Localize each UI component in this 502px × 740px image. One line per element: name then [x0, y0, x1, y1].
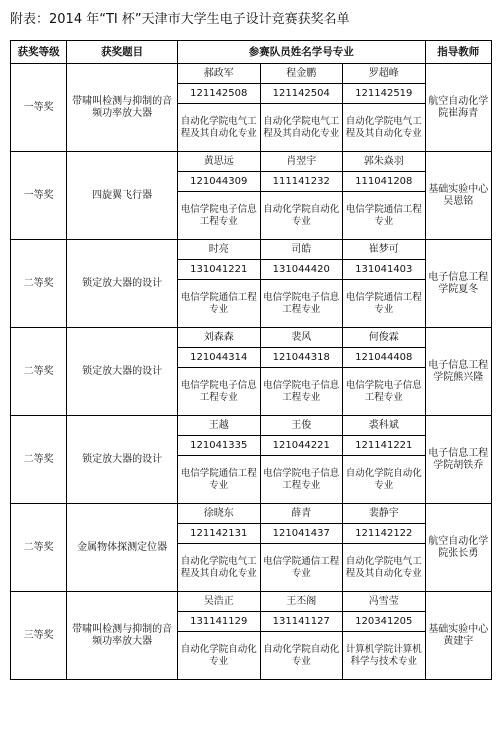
member-id: 131141127: [260, 612, 343, 632]
team-row: [11, 240, 492, 260]
member-id: 121142519: [343, 84, 426, 104]
member-id: 120341205: [343, 612, 426, 632]
award-topic: 锁定放大器的设计: [67, 328, 178, 416]
page-title: 附表：2014 年“TI 杯”天津市大学生电子设计竞赛获奖名单: [10, 12, 350, 27]
member-name: 裴风: [260, 328, 343, 348]
member-major: 自动化学院自动化专业: [178, 632, 261, 680]
header-row: [11, 41, 492, 64]
member-id: 121041335: [178, 436, 261, 456]
member-name: 郝政军: [178, 64, 261, 84]
member-name: 裘科斌: [343, 416, 426, 436]
team-row: [11, 504, 492, 524]
member-id: 111141232: [260, 172, 343, 192]
member-name: 司皓: [260, 240, 343, 260]
award-level: 一等奖: [11, 152, 67, 240]
member-name: 程金鹏: [260, 64, 343, 84]
member-id: 121044408: [343, 348, 426, 368]
member-id: 121142504: [260, 84, 343, 104]
member-major: 自动化学院自动化专业: [343, 456, 426, 504]
header-topic: 获奖题目: [67, 41, 178, 64]
header-teacher: 指导教师: [425, 41, 491, 64]
member-major: 电信学院电子信息工程专业: [343, 368, 426, 416]
member-name: 崔梦可: [343, 240, 426, 260]
member-name: 薛青: [260, 504, 343, 524]
member-id: 121141221: [343, 436, 426, 456]
team-row: [11, 592, 492, 612]
member-major: 自动化学院电气工程及其自动化专业: [260, 104, 343, 152]
award-level: 三等奖: [11, 592, 67, 680]
award-table: [10, 40, 492, 680]
member-id: 131041403: [343, 260, 426, 280]
member-name: 罗超峰: [343, 64, 426, 84]
member-major: 电信学院电子信息工程专业: [260, 456, 343, 504]
advisor: 航空自动化学院崔海青: [425, 64, 491, 152]
member-id: 121142131: [178, 524, 261, 544]
member-id: 121044221: [260, 436, 343, 456]
member-major: 自动化学院电气工程及其自动化专业: [343, 544, 426, 592]
member-major: 自动化学院自动化专业: [260, 632, 343, 680]
advisor: 基础实验中心吴恩铭: [425, 152, 491, 240]
member-major: 电信学院通信工程专业: [260, 544, 343, 592]
award-topic: 锁定放大器的设计: [67, 416, 178, 504]
member-id: 121142122: [343, 524, 426, 544]
member-id: 121044314: [178, 348, 261, 368]
award-level: 二等奖: [11, 240, 67, 328]
member-major: 自动化学院电气工程及其自动化专业: [178, 104, 261, 152]
member-name: 郭朱焱羽: [343, 152, 426, 172]
member-major: 电信学院电子信息工程专业: [178, 192, 261, 240]
table-body: [11, 64, 492, 680]
member-name: 王越: [178, 416, 261, 436]
team-row: [11, 64, 492, 84]
advisor: 基础实验中心黄建宇: [425, 592, 491, 680]
member-name: 何俊霖: [343, 328, 426, 348]
advisor: 电子信息工程学院夏冬: [425, 240, 491, 328]
member-major: 自动化学院电气工程及其自动化专业: [178, 544, 261, 592]
member-major: 电信学院通信工程专业: [178, 456, 261, 504]
member-major: 电信学院电子信息工程专业: [260, 368, 343, 416]
award-topic: 带啸叫检测与抑制的音频功率放大器: [67, 592, 178, 680]
member-major: 电信学院电子信息工程专业: [260, 280, 343, 328]
award-level: 二等奖: [11, 416, 67, 504]
award-topic: 四旋翼飞行器: [67, 152, 178, 240]
member-major: 电信学院通信工程专业: [178, 280, 261, 328]
member-name: 刘森森: [178, 328, 261, 348]
member-name: 王俊: [260, 416, 343, 436]
award-level: 二等奖: [11, 328, 67, 416]
member-major: 电信学院通信工程专业: [343, 192, 426, 240]
member-major: 计算机学院计算机科学与技术专业: [343, 632, 426, 680]
member-name: 肖翌宇: [260, 152, 343, 172]
award-level: 二等奖: [11, 504, 67, 592]
member-major: 自动化学院电气工程及其自动化专业: [343, 104, 426, 152]
award-level: 一等奖: [11, 64, 67, 152]
member-name: 王丕阁: [260, 592, 343, 612]
advisor: 电子信息工程学院熊兴隆: [425, 328, 491, 416]
member-name: 黄思远: [178, 152, 261, 172]
header-members: 参赛队员姓名学号专业: [178, 41, 426, 64]
member-name: 裴静宇: [343, 504, 426, 524]
member-name: 时亮: [178, 240, 261, 260]
member-name: 徐晓东: [178, 504, 261, 524]
member-major: 电信学院电子信息工程专业: [178, 368, 261, 416]
member-id: 121041437: [260, 524, 343, 544]
advisor: 航空自动化学院张长勇: [425, 504, 491, 592]
member-name: 冯雪莹: [343, 592, 426, 612]
member-id: 111041208: [343, 172, 426, 192]
member-id: 121142508: [178, 84, 261, 104]
header-level: 获奖等级: [11, 41, 67, 64]
award-topic: 带啸叫检测与抑制的音频功率放大器: [67, 64, 178, 152]
member-id: 121044309: [178, 172, 261, 192]
member-major: 自动化学院自动化专业: [260, 192, 343, 240]
team-row: [11, 328, 492, 348]
member-major: 电信学院通信工程专业: [343, 280, 426, 328]
member-id: 131041221: [178, 260, 261, 280]
advisor: 电子信息工程学院胡铁乔: [425, 416, 491, 504]
member-id: 131141129: [178, 612, 261, 632]
team-row: [11, 152, 492, 172]
team-row: [11, 416, 492, 436]
award-topic: 锁定放大器的设计: [67, 240, 178, 328]
award-topic: 金属物体探测定位器: [67, 504, 178, 592]
member-id: 121044318: [260, 348, 343, 368]
member-id: 131044420: [260, 260, 343, 280]
member-name: 吴浩正: [178, 592, 261, 612]
